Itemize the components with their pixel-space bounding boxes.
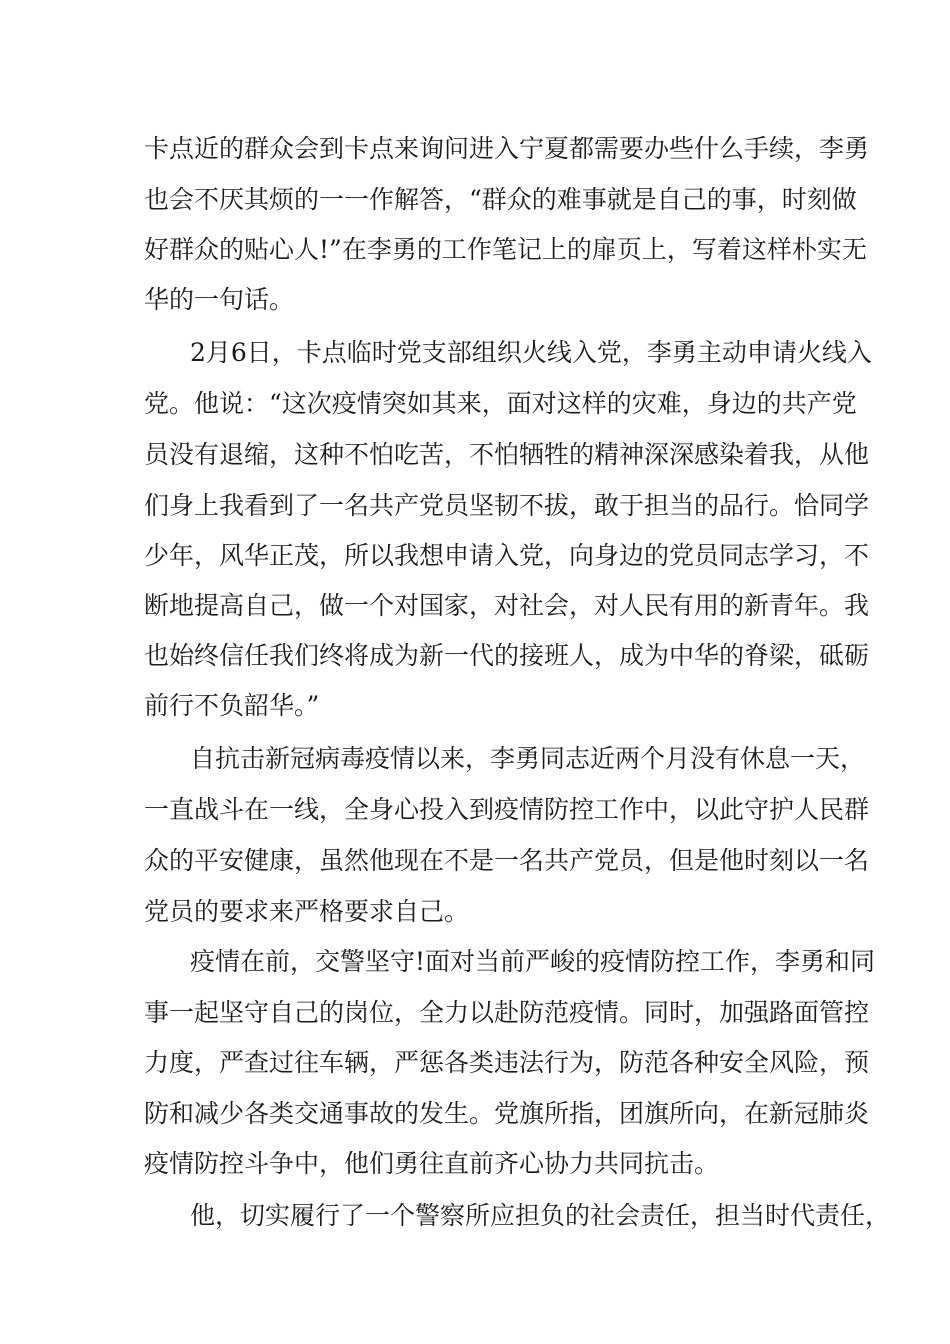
text-line: 员没有退缩，这种不怕吃苦，不怕牺牲的精神深深感染着我，从他 (144, 440, 870, 469)
text-line: 党员的要求来严格要求自己。 (144, 897, 470, 926)
text-line: 力度，严查过往车辆，严惩各类违法行为，防范各种安全风险，预 (144, 1048, 870, 1077)
text-line: 2月6日，卡点临时党支部组织火线入党，李勇主动申请火线入 (190, 338, 872, 367)
text-line: 卡点近的群众会到卡点来询问进入宁夏都需要办些什么手续，李勇 (144, 134, 870, 163)
text-line: 防和减少各类交通事故的发生。党旗所指，团旗所向，在新冠肺炎 (144, 1099, 870, 1128)
text-line: 他，切实履行了一个警察所应担负的社会责任，担当时代责任， (190, 1201, 891, 1230)
text-line: 党。他说：“这次疫情突如其来，面对这样的灾难，身边的共产党 (144, 389, 857, 418)
text-line: 断地提高自己，做一个对国家，对社会，对人民有用的新青年。我 (144, 591, 870, 620)
text-line: 事一起坚守自己的岗位，全力以赴防范疫情。同时，加强路面管控 (144, 998, 870, 1027)
text-line: 疫情在前，交警坚守!面对当前严峻的疫情防控工作，李勇和同 (190, 947, 876, 976)
text-line: 一直战斗在一线，全身心投入到疫情防控工作中，以此守护人民群 (144, 795, 870, 824)
text-line: 疫情防控斗争中，他们勇往直前齐心协力共同抗击。 (144, 1149, 720, 1178)
text-line: 华的一句话。 (144, 285, 295, 314)
text-line: 们身上我看到了一名共产党员坚韧不拔，敢于担当的品行。恰同学 (144, 491, 870, 520)
text-line: 自抗击新冠病毒疫情以来，李勇同志近两个月没有休息一天， (190, 744, 866, 773)
text-line: 前行不负韶华。” (144, 691, 320, 720)
text-line: 少年，风华正茂，所以我想申请入党，向身边的党员同志学习，不 (144, 541, 870, 570)
text-line: 好群众的贴心人!”在李勇的工作笔记上的扉页上，写着这样朴实无 (144, 235, 867, 264)
text-line: 也会不厌其烦的一一作解答，“群众的难事就是自己的事，时刻做 (144, 185, 857, 214)
text-line: 众的平安健康，虽然他现在不是一名共产党员，但是他时刻以一名 (144, 846, 870, 875)
text-line: 也始终信任我们终将成为新一代的接班人，成为中华的脊梁，砥砺 (144, 641, 870, 670)
